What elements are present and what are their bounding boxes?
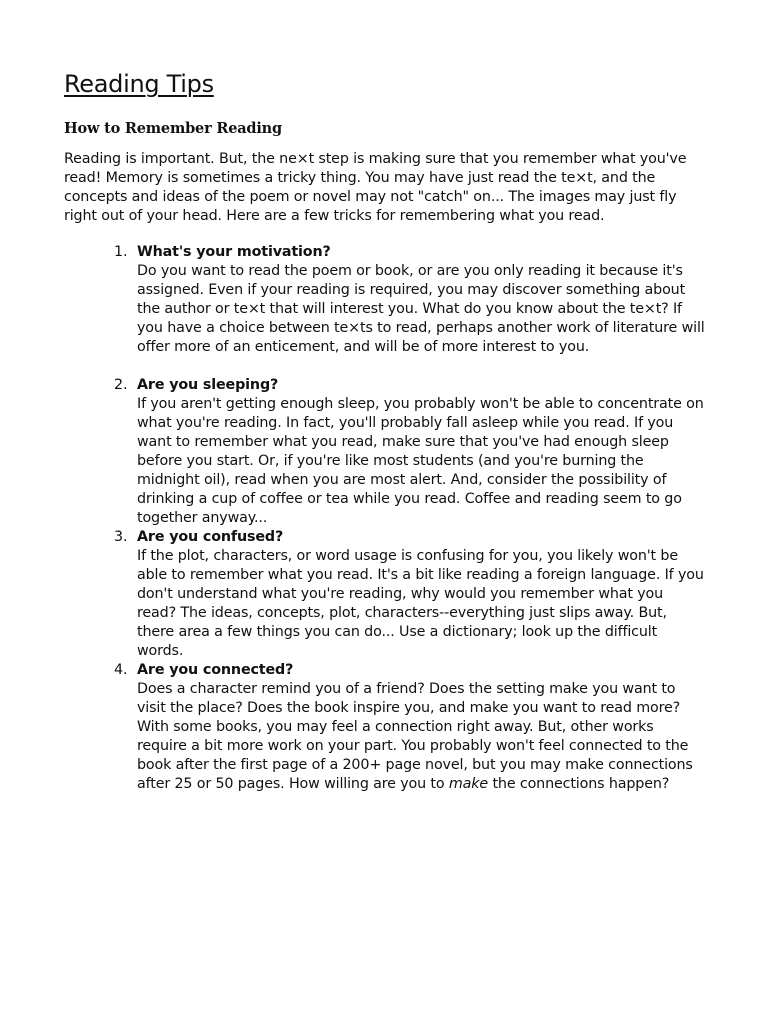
tip-body: If you aren't getting enough sleep, you probably won't be able to concentrate on what you're reading. In fact, you'll probably fall asleep while you read. If you want to remember what you read, make sure that you've had enough sleep before you start. Or, if you're like most students (and you're burning the midnight oil), read when you are most alert. And, consider the possibility of drinking a cup of coffee or tea while you read. Coffee and reading seem to go together anyway... [137, 396, 704, 526]
tip-heading: Are you sleeping? [137, 377, 279, 393]
tip-heading: Are you connected? [137, 662, 294, 678]
tip-number: 1. [114, 244, 128, 260]
tip-body [137, 680, 706, 794]
tip-heading: What's your motivation? [137, 244, 331, 260]
page-title: Reading Tips [64, 70, 214, 98]
tip-body: If the plot, characters, or word usage is confusing for you, you likely won't be able to remember what you read. It's a bit like reading a foreign language. If you don't understand what you're reading, why would you remember what you read? The ideas, concepts, plot, characters--everything just slips away. But, there area a few things you can do... Use a dictionary; look up the difficult words. [137, 548, 704, 659]
tip-heading: Are you confused? [137, 529, 284, 545]
tip-number: 3. [114, 529, 128, 545]
tip-body-text: the connections happen? [488, 776, 670, 792]
section-subtitle: How to Remember Reading [64, 120, 282, 137]
tips-list [64, 243, 706, 794]
tip-item-confused [64, 528, 706, 661]
tip-item-sleeping [64, 376, 706, 528]
emphasis-text: make [448, 776, 489, 792]
tip-body-text: Does a character remind you of a friend? Does the setting make you want to visit the place? Does the book inspire you, and make you want to read more? With some books, you may feel a connection right away. But, other works require a bit more work on your part. You probably won't feel connected to the book after the first page of a 200+ page novel, but you may make connections after 25 or 50 pages. How willing are you to [137, 681, 693, 792]
tip-number: 2. [114, 377, 128, 393]
document-page [64, 66, 706, 794]
tip-body: Do you want to read the poem or book, or are you only reading it because it's assigned. Even if your reading is required, you may discover something about the author or te×t that will interest you. What do you know about the te×t? If you have a choice between te×ts to read, perhaps another work of literature will offer more of an enticement, and will be of more interest to you. [137, 263, 705, 355]
tip-item-motivation [64, 243, 706, 357]
tip-item-connected [64, 661, 706, 794]
tip-number: 4. [114, 662, 128, 678]
intro-paragraph: Reading is important. But, the ne×t step is making sure that you remember what you've read! Memory is sometimes a tricky thing. You may have just read the te×t, and the concepts and ideas of the poem or novel may not "catch" on... The images may just fly right out of your head. Here are a few tricks for remembering what you read. [64, 151, 687, 224]
